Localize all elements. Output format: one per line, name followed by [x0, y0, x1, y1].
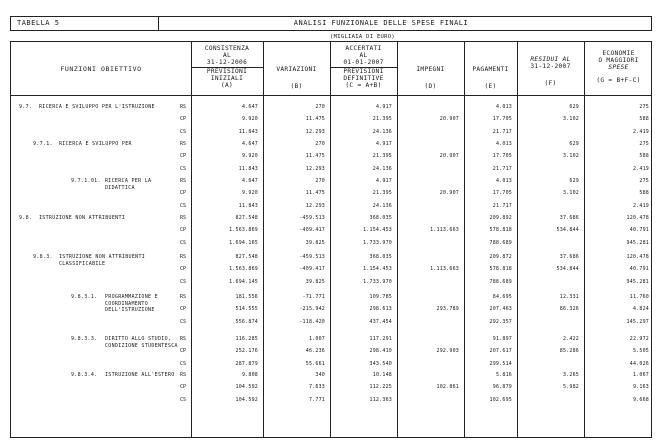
- value-c: 4.917: [375, 178, 392, 184]
- value-e: 21.717: [492, 128, 512, 135]
- value-e: 96.879: [492, 384, 512, 391]
- value-e: 207.463: [489, 306, 512, 313]
- function-label: RICERCA E SVILUPPO PER L'ISTRUZIONE: [39, 104, 155, 110]
- row-type-code: CP: [179, 227, 187, 234]
- table-title-bar: [10, 16, 652, 31]
- value-b: -409.417: [299, 227, 325, 234]
- value-g: 588: [639, 116, 649, 123]
- value-a: 11.843: [238, 128, 258, 135]
- value-e: 21.717: [492, 202, 512, 209]
- value-c: 368.035: [369, 254, 392, 260]
- value-g: 40.791: [629, 227, 649, 234]
- value-a: 9.808: [241, 372, 258, 378]
- column-header-a: CONSISTENZA AL 31-12-2006 PREVISIONI INIZIALI (A): [204, 45, 250, 89]
- row-type-code: RS: [179, 294, 187, 300]
- function-code: 9.8.3.3.: [71, 336, 98, 342]
- value-f: 85.286: [559, 348, 579, 355]
- value-a: 1.694.165: [229, 239, 258, 246]
- value-b: -71.771: [302, 294, 325, 300]
- row-type-code: RS: [179, 104, 187, 110]
- value-e: 207.617: [489, 348, 512, 355]
- function-label: CONDIZIONE STUDENTESCA: [105, 342, 178, 349]
- value-f: 86.326: [559, 306, 579, 313]
- value-c: 1.733.970: [363, 278, 392, 285]
- value-e: 21.717: [492, 165, 512, 172]
- row-type-code: CS: [179, 396, 187, 403]
- row-type-code: RS: [179, 372, 187, 378]
- value-f: 629: [569, 141, 579, 147]
- column-divider: [397, 42, 398, 437]
- value-a: 9.920: [241, 153, 258, 160]
- value-c: 4.917: [375, 141, 392, 147]
- value-a: 827.548: [235, 254, 258, 260]
- row-type-code: CS: [179, 278, 187, 285]
- value-a: 4.647: [241, 141, 258, 147]
- value-c: 112.225: [369, 384, 392, 391]
- value-e: 4.013: [495, 104, 512, 110]
- value-f: 534.844: [556, 227, 579, 234]
- value-b: -409.417: [299, 266, 325, 273]
- column-header-funzioni: FUNZIONI OBIETTIVO: [60, 65, 142, 73]
- value-c: 24.136: [372, 202, 392, 209]
- value-a: 1.563.869: [229, 266, 258, 273]
- value-c: 298.410: [369, 348, 392, 355]
- function-code: 9.7.: [19, 104, 33, 110]
- value-a: 827.548: [235, 215, 258, 221]
- value-g: 1.067: [632, 372, 649, 378]
- value-g: 9.163: [632, 384, 649, 391]
- value-d: 20.907: [439, 116, 459, 123]
- function-label: RICERCA E SVILUPPO PER: [59, 141, 132, 147]
- value-c: 1.154.453: [363, 227, 392, 234]
- value-g: 11.760: [629, 294, 649, 300]
- row-type-code: CS: [179, 318, 187, 325]
- value-c: 10.148: [372, 372, 392, 378]
- value-c: 1.154.453: [363, 266, 392, 273]
- value-b: 1.007: [308, 336, 325, 342]
- value-b: 11.475: [305, 190, 325, 197]
- row-type-code: CS: [179, 239, 187, 246]
- value-c: 21.395: [372, 190, 392, 197]
- value-b: -118.420: [299, 318, 325, 325]
- value-e: 102.695: [489, 396, 512, 403]
- function-code: 9.7.1.01.: [71, 178, 101, 184]
- row-type-code: CP: [179, 384, 187, 391]
- value-c: 4.917: [375, 104, 392, 110]
- header-bottom-rule: [11, 95, 651, 96]
- row-type-code: CP: [179, 116, 187, 123]
- value-a: 104.592: [235, 384, 258, 391]
- column-header-g: ECONOMIE O MAGGIORI SPESE (G = B+F-C): [596, 50, 641, 84]
- value-a: 11.843: [238, 165, 258, 172]
- row-type-code: RS: [179, 178, 187, 184]
- value-b: -459.513: [299, 254, 325, 260]
- value-b: 270: [315, 104, 325, 110]
- value-g: 145.297: [626, 318, 649, 325]
- value-a: 556.874: [235, 318, 258, 325]
- value-g: 40.791: [629, 266, 649, 273]
- value-c: 298.613: [369, 306, 392, 313]
- row-type-code: CP: [179, 153, 187, 160]
- value-c: 109.785: [369, 294, 392, 300]
- value-c: 437.454: [369, 318, 392, 325]
- value-e: 578.818: [489, 266, 512, 273]
- value-g: 22.972: [629, 336, 649, 342]
- value-e: 788.689: [489, 239, 512, 246]
- function-label: PROGRAMMAZIONE E: [105, 294, 158, 300]
- value-g: 945.281: [626, 239, 649, 246]
- value-f: 37.686: [559, 254, 579, 260]
- function-label: CLASSIFICABILE: [59, 260, 106, 267]
- value-g: 5.505: [632, 348, 649, 355]
- table-label: TABELLA 5: [17, 19, 60, 27]
- value-d: 1.113.663: [430, 266, 459, 273]
- function-label: ISTRUZIONE NON ATTRIBUENTI: [39, 215, 126, 221]
- value-c: 1.733.970: [363, 239, 392, 246]
- value-d: 20.907: [439, 153, 459, 160]
- value-g: 4.824: [632, 306, 649, 313]
- column-header-d: IMPEGNI (D): [416, 66, 445, 90]
- value-e: 17.705: [492, 116, 512, 123]
- function-code: 9.8.3.: [33, 254, 53, 260]
- row-type-code: RS: [179, 141, 187, 147]
- value-g: 275: [639, 141, 649, 147]
- value-b: 46.236: [305, 348, 325, 355]
- column-header-e: PAGAMENTI (E): [472, 66, 509, 90]
- value-a: 252.176: [235, 348, 258, 355]
- value-b: 270: [315, 141, 325, 147]
- value-f: 12.331: [559, 294, 579, 300]
- value-f: 3.102: [562, 153, 579, 160]
- value-e: 578.818: [489, 227, 512, 234]
- value-e: 84.695: [492, 294, 512, 300]
- row-type-code: CP: [179, 190, 187, 197]
- value-b: 55.661: [305, 360, 325, 367]
- value-a: 514.555: [235, 306, 258, 313]
- value-a: 287.879: [235, 360, 258, 367]
- value-g: 2.419: [632, 128, 649, 135]
- value-e: 209.872: [489, 254, 512, 260]
- row-type-code: CS: [179, 202, 187, 209]
- row-type-code: CS: [179, 128, 187, 135]
- value-d: 293.789: [436, 306, 459, 313]
- value-d: 20.907: [439, 190, 459, 197]
- value-a: 4.647: [241, 178, 258, 184]
- value-c: 117.291: [369, 336, 392, 342]
- value-d: 292.903: [436, 348, 459, 355]
- value-g: 588: [639, 190, 649, 197]
- value-g: 120.478: [626, 254, 649, 260]
- value-d: 1.113.663: [430, 227, 459, 234]
- value-a: 181.556: [235, 294, 258, 300]
- value-e: 292.357: [489, 318, 512, 325]
- value-e: 4.013: [495, 178, 512, 184]
- column-header-f: RESIDUI AL 31-12-2007 (F): [530, 56, 571, 87]
- value-c: 21.395: [372, 116, 392, 123]
- value-g: 588: [639, 153, 649, 160]
- function-label: ISTRUZIONE NON ATTRIBUENTI: [59, 254, 146, 260]
- row-type-code: RS: [179, 254, 187, 260]
- function-code: 9.8.: [19, 215, 33, 221]
- value-b: 39.825: [305, 239, 325, 246]
- value-b: 7.633: [308, 384, 325, 391]
- value-b: 7.771: [308, 396, 325, 403]
- function-label: DIDATTICA: [105, 184, 135, 191]
- value-a: 9.920: [241, 116, 258, 123]
- value-b: 39.825: [305, 278, 325, 285]
- value-f: 629: [569, 104, 579, 110]
- value-g: 945.281: [626, 278, 649, 285]
- value-c: 343.540: [369, 360, 392, 367]
- row-type-code: CP: [179, 266, 187, 273]
- row-type-code: CS: [179, 165, 187, 172]
- value-g: 2.419: [632, 165, 649, 172]
- value-c: 21.395: [372, 153, 392, 160]
- value-a: 116.285: [235, 336, 258, 342]
- value-a: 104.592: [235, 396, 258, 403]
- row-type-code: CS: [179, 360, 187, 367]
- function-label: COORDINAMENTO: [105, 300, 149, 307]
- function-code: 9.7.1.: [33, 141, 53, 147]
- function-label: ISTRUZIONE ALL'ESTERO: [105, 372, 175, 378]
- row-type-code: CP: [179, 348, 187, 355]
- function-code: 9.8.3.4.: [71, 372, 98, 378]
- value-f: 629: [569, 178, 579, 184]
- value-b: 12.293: [305, 128, 325, 135]
- financial-table: [10, 41, 652, 438]
- units-note: (MIGLIAIA DI EURO): [330, 34, 396, 40]
- value-c: 24.136: [372, 128, 392, 135]
- value-c: 368.035: [369, 215, 392, 221]
- value-b: 12.293: [305, 165, 325, 172]
- value-g: 9.668: [632, 396, 649, 403]
- row-type-code: CP: [179, 306, 187, 313]
- value-d: 102.861: [436, 384, 459, 391]
- value-b: -215.942: [299, 306, 325, 313]
- function-code: 9.8.3.1.: [71, 294, 98, 300]
- value-g: 2.419: [632, 202, 649, 209]
- column-header-b: VARIAZIONI (B): [276, 66, 317, 90]
- value-a: 1.694.145: [229, 278, 258, 285]
- column-header-c: ACCERTATI AL 01-01-2007 PREVISIONI DEFINITIVE (C = A+B): [343, 45, 384, 89]
- value-b: 11.475: [305, 116, 325, 123]
- value-g: 275: [639, 178, 649, 184]
- value-f: 534.844: [556, 266, 579, 273]
- value-e: 17.705: [492, 153, 512, 160]
- value-a: 4.647: [241, 104, 258, 110]
- function-label: DELL'ISTRUZIONE: [105, 307, 155, 313]
- title-divider: [158, 17, 159, 30]
- value-e: 299.514: [489, 360, 512, 367]
- value-g: 44.026: [629, 360, 649, 367]
- value-c: 112.363: [369, 396, 392, 403]
- value-b: 340: [315, 372, 325, 378]
- value-b: 270: [315, 178, 325, 184]
- value-f: 3.102: [562, 116, 579, 123]
- value-e: 91.897: [492, 336, 512, 342]
- table-title: ANALISI FUNZIONALE DELLE SPESE FINALI: [293, 19, 469, 27]
- value-e: 4.013: [495, 141, 512, 147]
- value-f: 5.982: [562, 384, 579, 391]
- value-g: 120.478: [626, 215, 649, 221]
- value-e: 5.816: [495, 372, 512, 378]
- value-f: 2.422: [562, 336, 579, 342]
- value-b: 12.293: [305, 202, 325, 209]
- value-f: 3.265: [562, 372, 579, 378]
- value-a: 9.920: [241, 190, 258, 197]
- value-g: 275: [639, 104, 649, 110]
- function-label: DIRITTO ALLO STUDIO,: [105, 336, 172, 342]
- value-e: 209.892: [489, 215, 512, 221]
- value-c: 24.136: [372, 165, 392, 172]
- value-f: 3.102: [562, 190, 579, 197]
- value-b: 11.475: [305, 153, 325, 160]
- value-e: 17.705: [492, 190, 512, 197]
- row-type-code: RS: [179, 336, 187, 342]
- value-b: -459.513: [299, 215, 325, 221]
- value-e: 788.689: [489, 278, 512, 285]
- function-label: RICERCA PER LA: [105, 178, 152, 184]
- value-a: 11.843: [238, 202, 258, 209]
- value-f: 37.686: [559, 215, 579, 221]
- value-a: 1.563.869: [229, 227, 258, 234]
- row-type-code: RS: [179, 215, 187, 221]
